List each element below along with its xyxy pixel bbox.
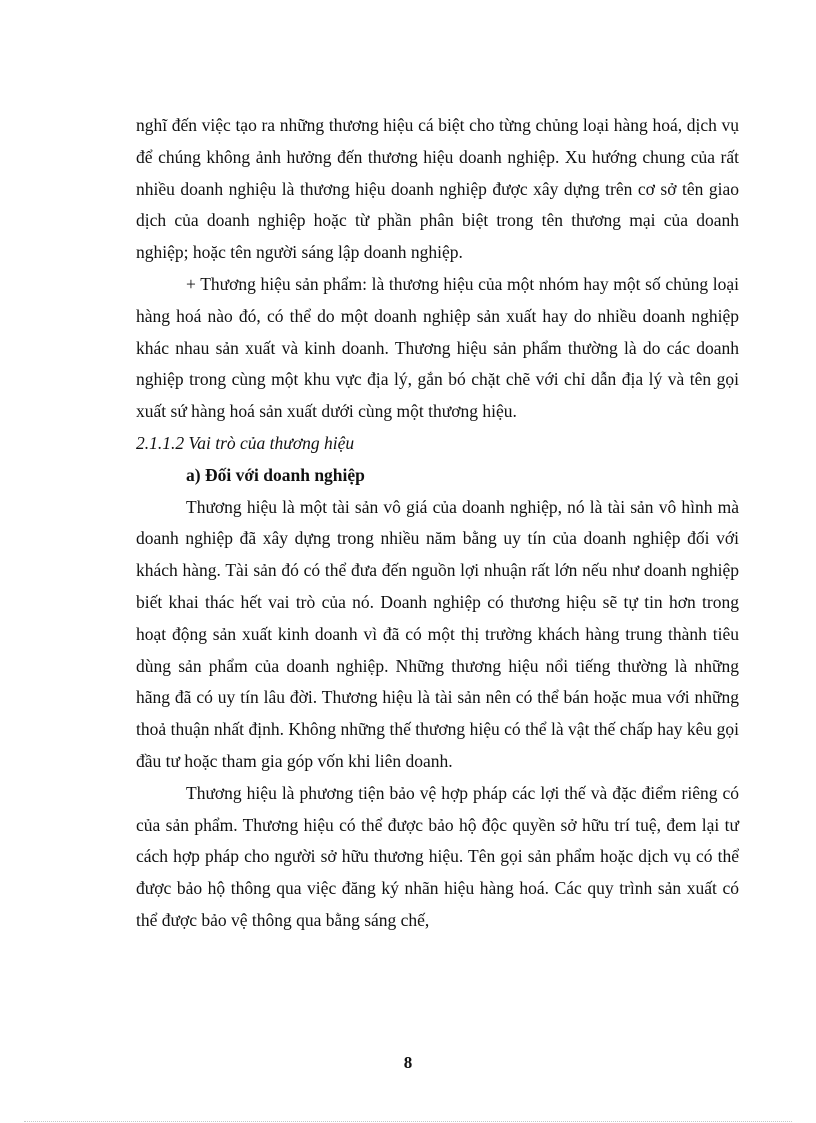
page-bottom-divider [24, 1121, 792, 1122]
page-number: 8 [403, 1053, 413, 1072]
paragraph-product-brand: + Thương hiệu sản phẩm: là thương hiệu của một nhóm hay một số chủng loại hàng hoá nào đó, có thể do một doanh nghiệp sản xuất hay do nhiều doanh nghiệp khác nhau sản xuất và kinh doanh. Thương hiệu sản phẩm thường là do các doanh nghiệp trong cùng một khu vực địa lý, gắn bó chặt chẽ với chỉ dẫn địa lý và tên gọi xuất sứ hàng hoá sản xuất dưới cùng một thương hiệu. [136, 273, 739, 422]
sub-heading: a) Đối với doanh nghiệp [186, 464, 365, 485]
paragraph-brand-asset: Thương hiệu là một tài sản vô giá của doanh nghiệp, nó là tài sản vô hình mà doanh nghiệp đã xây dựng trong nhiều năm bằng uy tín của doanh nghiệp đối với khách hàng. Tài sản đó có thể đưa đến nguồn lợi nhuận rất lớn nếu như doanh nghiệp biết khai thác hết vai trò của nó. Doanh nghiệp có thương hiệu sẽ tự tin hơn trong hoạt động sản xuất kinh doanh vì đã có một thị trường khách hàng trung thành tiêu dùng sản phẩm của doanh nghiệp. Những thương hiệu nổi tiếng thường là những hãng đã có uy tín lâu đời. Thương hiệu là tài sản nên có thể bán hoặc mua với những thoả thuận nhất định. Không những thế thương hiệu có thể là vật thế chấp hay kêu gọi đầu tư hoặc tham gia góp vốn khi liên doanh. [136, 496, 739, 771]
page-body [136, 110, 739, 937]
paragraph-brand-protection: Thương hiệu là phương tiện bảo vệ hợp pháp các lợi thế và đặc điểm riêng có của sản phẩm. Thương hiệu có thể được bảo hộ độc quyền sở hữu trí tuệ, đem lại tư cách hợp pháp cho người sở hữu thương hiệu. Tên gọi sản phẩm hoặc dịch vụ có thể được bảo hộ thông qua việc đăng ký nhãn hiệu hàng hoá. Các quy trình sản xuất có thể được bảo vệ thông qua bằng sáng chế, [136, 782, 739, 930]
section-heading: 2.1.1.2 Vai trò của thương hiệu [136, 432, 355, 453]
paragraph-continuation: nghĩ đến việc tạo ra những thương hiệu cá biệt cho từng chủng loại hàng hoá, dịch vụ để chúng không ảnh hưởng đến thương hiệu doanh nghiệp. Xu hướng chung của rất nhiều doanh nghiệu là thương hiệu doanh nghiệp được xây dựng trên cơ sở tên giao dịch của doanh nghiệp hoặc từ phần phân biệt trong tên thương mại của doanh nghiệp; hoặc tên người sáng lập doanh nghiệp. [136, 115, 739, 263]
